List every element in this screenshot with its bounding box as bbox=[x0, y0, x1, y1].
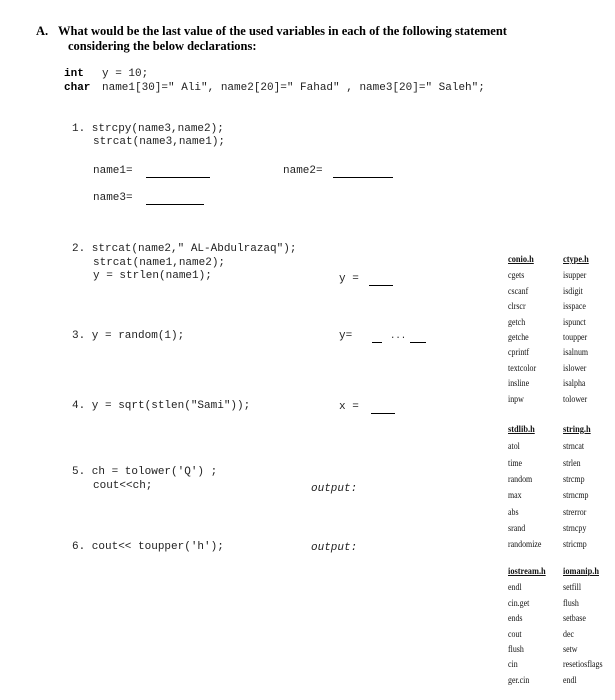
ctype-item: islower bbox=[563, 362, 587, 373]
ctype-item: isdigit bbox=[563, 285, 583, 296]
q5-output-label: output: bbox=[311, 483, 358, 495]
conio-item: cgets bbox=[508, 270, 525, 281]
q3-y-blank-a[interactable] bbox=[372, 342, 382, 343]
question-line-2: considering the below declarations: bbox=[68, 39, 257, 53]
stdlib-item: srand bbox=[508, 522, 526, 533]
q2-line-1: 2. strcat(name2," AL-Abdulrazaq"); bbox=[72, 243, 297, 255]
q1-name2-label: name2= bbox=[283, 165, 323, 177]
string-header: string.h bbox=[563, 425, 591, 435]
q4-x-label: x = bbox=[339, 401, 359, 413]
conio-header: conio.h bbox=[508, 255, 534, 265]
string-item: strerror bbox=[563, 506, 587, 517]
q1-line-2: strcat(name3,name1); bbox=[93, 136, 226, 148]
q1-name2-blank[interactable] bbox=[333, 177, 393, 178]
conio-item: insline bbox=[508, 378, 530, 389]
conio-item: inpw bbox=[508, 393, 524, 404]
q4-line-1: 4. y = sqrt(stlen("Sami")); bbox=[72, 400, 251, 412]
stdlib-item: abs bbox=[508, 506, 519, 517]
iomanip-item: resetiosflags bbox=[563, 659, 603, 670]
q2-line-3: y = strlen(name1); bbox=[93, 270, 212, 282]
iostream-item: ger.cin bbox=[508, 674, 530, 685]
string-item: strncmp bbox=[563, 490, 589, 501]
ctype-item: isalnum bbox=[563, 347, 589, 358]
q5-line-1: 5. ch = tolower('Q') ; bbox=[72, 466, 218, 478]
int-declaration: y = 10; bbox=[102, 68, 149, 80]
stdlib-item: random bbox=[508, 473, 533, 484]
q3-y-blank-b[interactable] bbox=[410, 342, 426, 343]
q6-line-1: 6. cout<< toupper('h'); bbox=[72, 541, 224, 553]
iostream-item: cin.get bbox=[508, 597, 530, 608]
stdlib-item: max bbox=[508, 490, 522, 501]
conio-item: getche bbox=[508, 332, 529, 342]
q2-line-2: strcat(name1,name2); bbox=[93, 257, 226, 269]
iomanip-item: setfill bbox=[563, 582, 582, 593]
q3-line-1: 3. y = random(1); bbox=[72, 330, 185, 342]
ctype-item: ispunct bbox=[563, 316, 586, 327]
iostream-item: ends bbox=[508, 613, 523, 624]
q3-y-label: y= bbox=[339, 330, 353, 342]
iostream-item: cin bbox=[508, 659, 518, 670]
string-item: strcmp bbox=[563, 473, 585, 484]
conio-item: cscanf bbox=[508, 285, 529, 296]
char-declaration: name1[30]=" Ali", name2[20]=" Fahad" , name3[20]=" Saleh"; bbox=[102, 82, 485, 94]
q1-name1-label: name1= bbox=[93, 165, 133, 177]
string-item: strncat bbox=[563, 441, 585, 452]
iomanip-item: endl bbox=[563, 674, 577, 685]
stdlib-item: randomize bbox=[508, 539, 542, 550]
stdlib-header: stdlib.h bbox=[508, 425, 535, 435]
ctype-item: isalpha bbox=[563, 378, 586, 389]
question-letter: A. bbox=[36, 24, 49, 38]
question-line-1: What would be the last value of the used variables in each of the following statement bbox=[58, 24, 507, 38]
conio-item: cprintf bbox=[508, 347, 530, 358]
iomanip-item: dec bbox=[563, 628, 574, 639]
conio-item: getch bbox=[508, 316, 526, 327]
iomanip-item: setbase bbox=[563, 613, 586, 624]
ctype-item: isupper bbox=[563, 270, 587, 281]
ctype-item: isspace bbox=[563, 301, 586, 312]
q1-line-1: 1. strcpy(name3,name2); bbox=[72, 123, 224, 135]
q1-name1-blank[interactable] bbox=[146, 177, 210, 178]
q2-y-label: y = bbox=[339, 273, 359, 285]
q4-x-blank[interactable] bbox=[371, 413, 395, 414]
q3-dots: ... bbox=[390, 331, 407, 341]
string-item: stricmp bbox=[563, 539, 587, 550]
stdlib-item: atol bbox=[508, 441, 520, 452]
q2-y-blank[interactable] bbox=[369, 285, 393, 286]
ctype-item: tolower bbox=[563, 393, 588, 404]
int-keyword: int bbox=[64, 68, 84, 80]
iostream-item: endl bbox=[508, 582, 522, 593]
iostream-item: flush bbox=[508, 644, 524, 654]
iomanip-header: iomanip.h bbox=[563, 567, 600, 577]
stdlib-item: time bbox=[508, 457, 523, 468]
q1-name3-blank[interactable] bbox=[146, 204, 204, 205]
q5-line-2: cout<<ch; bbox=[93, 480, 153, 492]
iostream-header: iostream.h bbox=[508, 567, 546, 577]
q1-name3-label: name3= bbox=[93, 192, 133, 204]
iostream-item: cout bbox=[508, 628, 522, 639]
conio-item: textcolor bbox=[508, 362, 537, 373]
iomanip-item: setw bbox=[563, 644, 578, 654]
iomanip-item: flush bbox=[563, 597, 579, 608]
string-item: strlen bbox=[563, 457, 581, 468]
string-item: strncpy bbox=[563, 522, 587, 533]
char-keyword: char bbox=[64, 82, 91, 94]
conio-item: clrscr bbox=[508, 301, 526, 312]
q6-output-label: output: bbox=[311, 542, 358, 554]
ctype-item: toupper bbox=[563, 332, 588, 342]
ctype-header: ctype.h bbox=[563, 255, 589, 265]
